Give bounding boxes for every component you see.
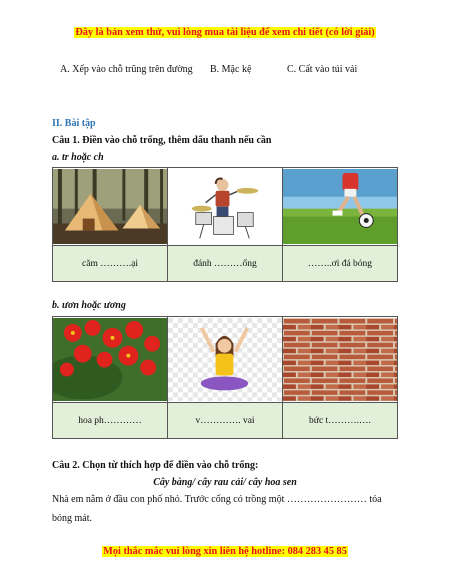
option-b: B. Mặc kệ — [210, 64, 252, 75]
brick-image-cell — [283, 317, 398, 403]
tents-icon — [53, 169, 167, 244]
drummer-icon — [168, 169, 282, 244]
caption-a1: căm ……….ại — [53, 246, 168, 282]
hotline-banner — [0, 546, 450, 557]
caption-b3: bức t……….…. — [283, 403, 398, 439]
caption-a2: đánh ………ống — [168, 246, 283, 282]
part-b-table — [52, 316, 398, 439]
q1-title: Câu 1. Điền vào chỗ trống, thêm dấu thanh nếu cần — [52, 135, 272, 146]
q2-choices: Cây bàng/ cây rau cải/ cây hoa sen — [153, 477, 297, 488]
stretching-girl-icon — [168, 318, 282, 401]
girl-image-cell — [168, 317, 283, 403]
drummer-image-cell — [168, 168, 283, 246]
tents-image-cell — [53, 168, 168, 246]
caption-b2: v…………. vai — [168, 403, 283, 439]
red-flowers-icon — [53, 318, 167, 401]
brick-wall-icon — [283, 318, 397, 401]
flowers-image-cell — [53, 317, 168, 403]
option-a: A. Xếp vào chỗ trũng trên đường — [60, 64, 193, 75]
preview-banner-text: Đây là bản xem thử, vui lòng mua tài liệu để xem chi tiết (có lời giải) — [75, 27, 375, 38]
soccer-image-cell — [283, 168, 398, 246]
caption-b1: hoa ph………… — [53, 403, 168, 439]
option-c: C. Cất vào túi vải — [287, 64, 358, 75]
q2-sentence-line-2: bóng mát. — [52, 513, 92, 524]
q1-part-b-label: b. ươn hoặc ương — [52, 300, 126, 311]
caption-a3: ……..ơi đá bóng — [283, 246, 398, 282]
q2-sentence-line-1: Nhà em nằm ở đầu con phố nhỏ. Trước cổng có trồng một …………………… tỏa — [52, 494, 382, 505]
soccer-kick-icon — [283, 169, 397, 244]
q2-title: Câu 2. Chọn từ thích hợp để điền vào chỗ trống: — [52, 460, 259, 471]
q1-part-a-label: a. tr hoặc ch — [52, 152, 104, 163]
part-a-table — [52, 167, 398, 282]
preview-banner — [0, 27, 450, 38]
section-title: II. Bài tập — [52, 118, 96, 129]
hotline-banner-text: Mọi thắc mắc vui lòng xin liên hệ hotline: 084 283 45 85 — [103, 546, 347, 557]
